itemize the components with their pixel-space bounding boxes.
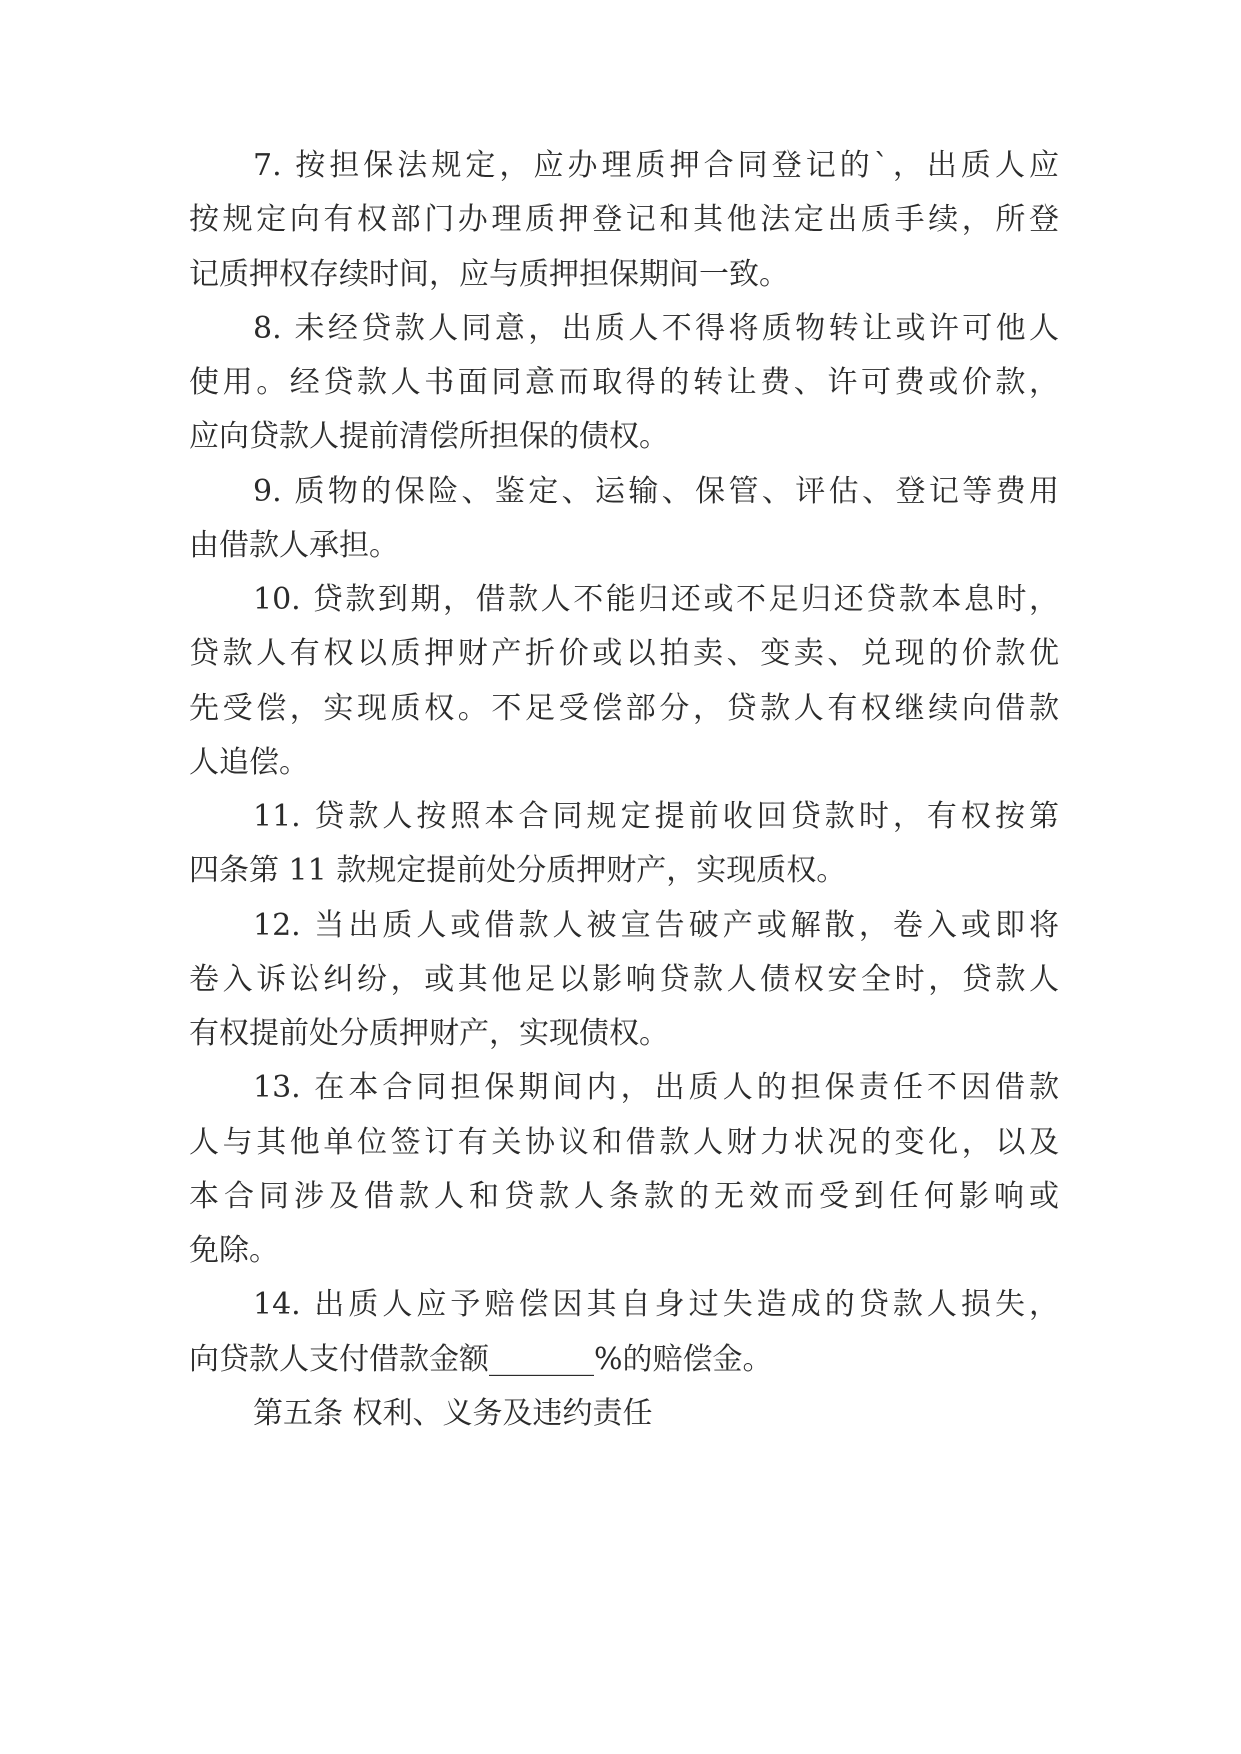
paragraph-7-line-1: 7. 按担保法规定，应办理质押合同登记的`，出质人应 [253, 148, 1059, 183]
paragraph-8-line-1: 8. 未经贷款人同意，出质人不得将质物转让或许可他人 [253, 311, 1059, 346]
paragraph-12-line-3: 有权提前处分质押财产，实现债权。 [189, 1016, 669, 1051]
paragraph-10-line-4: 人追偿。 [189, 745, 309, 780]
paragraph-8-line-3: 应向贷款人提前清偿所担保的债权。 [189, 419, 669, 454]
paragraph-12-line-2: 卷入诉讼纠纷，或其他足以影响贷款人债权安全时，贷款人 [189, 962, 1059, 997]
paragraph-14-line-1: 14. 出质人应予赔偿因其自身过失造成的贷款人损失， [253, 1287, 1059, 1322]
paragraph-10-line-2: 贷款人有权以质押财产折价或以拍卖、变卖、兑现的价款优 [189, 636, 1059, 671]
paragraph-11-line-2: 四条第 11 款规定提前处分质押财产，实现质权。 [189, 853, 847, 888]
paragraph-9-line-2: 由借款人承担。 [189, 528, 399, 563]
paragraph-9-line-1: 9. 质物的保险、鉴定、运输、保管、评估、登记等费用 [253, 474, 1059, 509]
paragraph-14-line-2: 向贷款人支付借款金额_______%的赔偿金。 [189, 1342, 773, 1377]
paragraph-10-line-3: 先受偿，实现质权。不足受偿部分，贷款人有权继续向借款 [189, 691, 1059, 726]
paragraph-13-line-2: 人与其他单位签订有关协议和借款人财力状况的变化，以及 [189, 1125, 1059, 1160]
paragraph-8-line-2: 使用。经贷款人书面同意而取得的转让费、许可费或价款， [189, 365, 1059, 400]
paragraph-7-line-3: 记质押权存续时间，应与质押担保期间一致。 [189, 257, 789, 292]
paragraph-10-line-1: 10. 贷款到期，借款人不能归还或不足归还贷款本息时， [253, 582, 1059, 617]
paragraph-7-line-2: 按规定向有权部门办理质押登记和其他法定出质手续，所登 [189, 202, 1059, 237]
paragraph-11-line-1: 11. 贷款人按照本合同规定提前收回贷款时，有权按第 [253, 799, 1059, 834]
section-heading-article-5: 第五条 权利、义务及违约责任 [253, 1396, 653, 1431]
paragraph-13-line-1: 13. 在本合同担保期间内，出质人的担保责任不因借款 [253, 1070, 1059, 1105]
paragraph-13-line-3: 本合同涉及借款人和贷款人条款的无效而受到任何影响或 [189, 1179, 1059, 1214]
paragraph-12-line-1: 12. 当出质人或借款人被宣告破产或解散，卷入或即将 [253, 908, 1059, 943]
paragraph-13-line-4: 免除。 [189, 1233, 279, 1268]
